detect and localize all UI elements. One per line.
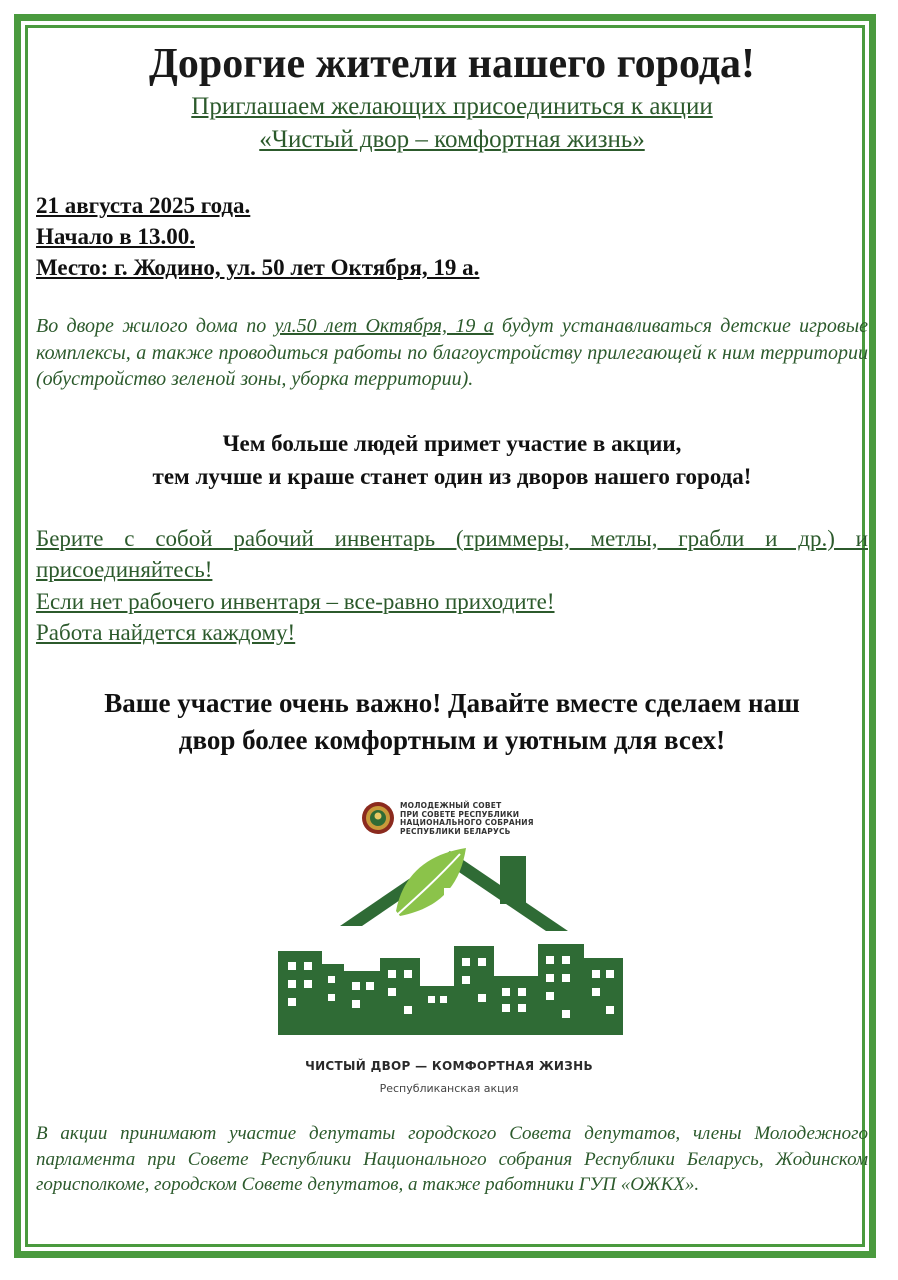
logo-caption: ЧИСТЫЙ ДВОР — КОМФОРТНАЯ ЖИЗНЬ	[305, 1059, 593, 1073]
appeal-line1: Ваше участие очень важно! Давайте вместе сделаем наш	[104, 687, 800, 718]
description-address: ул.50 лет Октября, 19 а	[274, 315, 494, 337]
footer-paragraph: В акции принимают участие депутаты городского Совета депутатов, члены Молодежного парламента при Совете Республики Национального собрания Республики Беларусь, Жодинском горисполкоме, городском Совете депутатов, а также работники ГУП «ОЖКХ».	[36, 1123, 868, 1195]
motto	[36, 427, 868, 493]
poster-content	[36, 38, 868, 759]
subtitle-line2: «Чистый двор – комфортная жизнь»	[259, 126, 645, 153]
event-start: Начало в 13.00.	[36, 224, 195, 249]
instruction-line3: Работа найдется каждому!	[36, 620, 296, 645]
event-date: 21 августа 2025 года.	[36, 193, 251, 218]
event-details	[36, 190, 868, 283]
appeal-line2: двор более комфортным и уютным для всех!	[178, 724, 726, 755]
council-name: МОЛОДЕЖНЫЙ СОВЕТ ПРИ СОВЕТЕ РЕСПУБЛИКИ НАЦИОНАЛЬНОГО СОБРАНИЯ РЕСПУБЛИКИ БЕЛАРУСЬ	[400, 801, 534, 836]
youth-council-logo	[360, 800, 550, 836]
subtitle-line1: Приглашаем желающих присоединиться к акции	[191, 93, 713, 120]
instruction-line2: Если нет рабочего инвентаря – все-равно приходите!	[36, 588, 555, 614]
house-city-icon	[278, 846, 623, 1046]
event-place: Место: г. Жодино, ул. 50 лет Октября, 19 а.	[36, 255, 480, 280]
page-title: Дорогие жители нашего города!	[148, 41, 756, 87]
appeal	[36, 685, 868, 759]
motto-line2: тем лучше и краше станет один из дворов нашего города!	[152, 463, 752, 489]
description-after: будут устанавливаться детские игровые комплексы, а также проводиться работы по благоустройству прилегающей к ним территории (обустройство зеленой зоны, уборка территории).	[36, 315, 869, 390]
motto-line1: Чем больше людей примет участие в акции,	[222, 430, 682, 456]
logo-subcaption: Республиканская акция	[379, 1082, 519, 1095]
instructions	[36, 523, 868, 649]
campaign-logo	[0, 796, 898, 1106]
instruction-line1: Берите с собой рабочий инвентарь (триммеры, метлы, грабли и др.) и присоединяйтесь!	[36, 525, 868, 582]
emblem-icon	[360, 800, 396, 836]
description-before: Во дворе жилого дома по	[36, 315, 275, 337]
description-paragraph	[36, 313, 868, 393]
